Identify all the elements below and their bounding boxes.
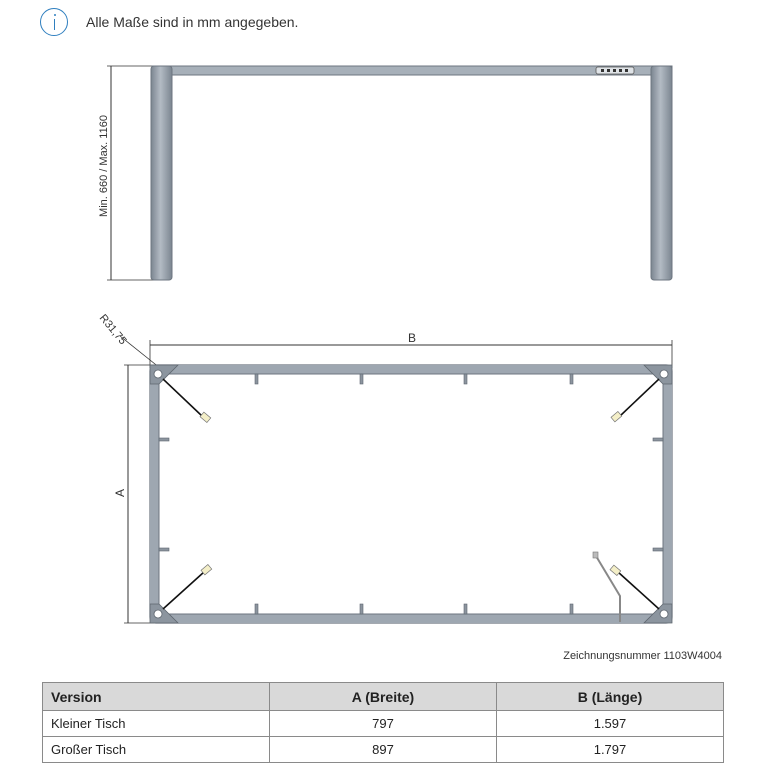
corner-bolt-bl bbox=[154, 610, 162, 618]
table-row bbox=[43, 737, 724, 763]
leg-right bbox=[651, 66, 672, 280]
width-label: B bbox=[407, 331, 417, 345]
frame-inner bbox=[159, 374, 663, 614]
side-view bbox=[98, 66, 672, 280]
note-text: Alle Maße sind in mm angegeben. bbox=[86, 14, 299, 30]
top-view bbox=[97, 312, 672, 623]
radius-label: R31,75 bbox=[96, 312, 129, 348]
height-label: Min. 660 / Max. 1160 bbox=[98, 115, 110, 217]
corner-bolt-tr bbox=[660, 370, 668, 378]
cell-version: Großer Tisch bbox=[43, 737, 270, 763]
header-version: Version bbox=[43, 683, 270, 711]
table-row bbox=[43, 711, 724, 737]
cell-b-length: 1.797 bbox=[496, 737, 723, 763]
drawing-number: Zeichnungsnummer 1103W4004 bbox=[563, 650, 722, 662]
table-header-row bbox=[43, 683, 724, 711]
control-box-plug bbox=[593, 552, 598, 558]
header-a-width: A (Breite) bbox=[270, 683, 497, 711]
header-b-length: B (Länge) bbox=[496, 683, 723, 711]
cell-version: Kleiner Tisch bbox=[43, 711, 270, 737]
tabletop-rail bbox=[152, 66, 672, 75]
corner-bolt-tl bbox=[154, 370, 162, 378]
corner-bolt-br bbox=[660, 610, 668, 618]
depth-label: A bbox=[113, 488, 127, 498]
dimensions-table bbox=[42, 682, 724, 763]
cell-a-width: 897 bbox=[270, 737, 497, 763]
leg-left bbox=[151, 66, 172, 280]
cell-a-width: 797 bbox=[270, 711, 497, 737]
cell-b-length: 1.597 bbox=[496, 711, 723, 737]
